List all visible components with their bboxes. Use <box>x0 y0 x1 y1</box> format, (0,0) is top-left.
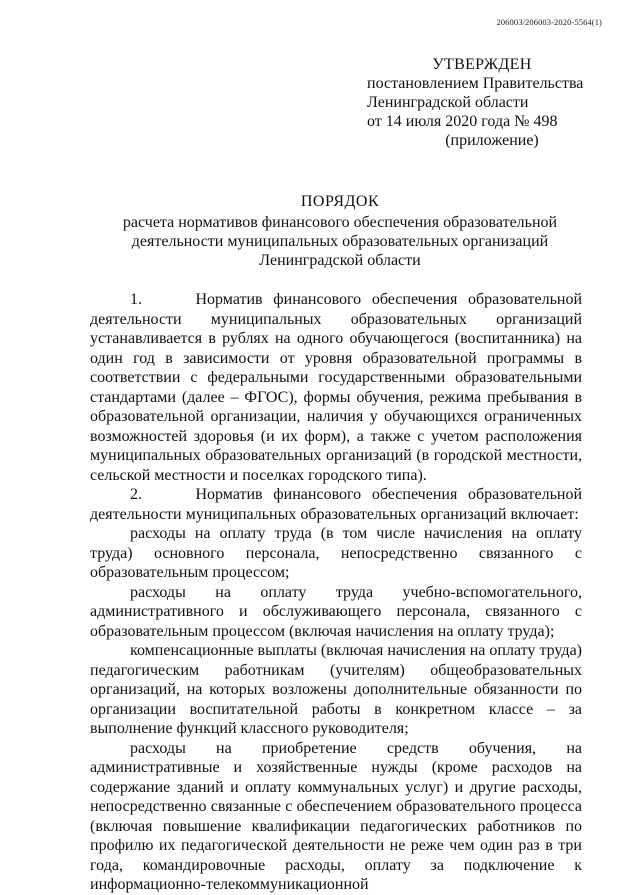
heading-line-3: Ленинградской области <box>259 252 421 269</box>
paragraph-2: 2. Норматив финансового обеспечения образовательной деятельности муниципальных образовательных организаций включает: <box>90 486 582 523</box>
approval-line-1: постановлением Правительства <box>367 75 584 92</box>
approval-block <box>367 55 607 150</box>
paragraph-4: расходы на оплату труда учебно-вспомогательного, административного и обслуживающего персонала, связанного с образовательным процессом (включая начисления на оплату труда); <box>90 583 582 640</box>
document-body <box>90 290 582 895</box>
heading-line-1: расчета нормативов финансового обеспечения образовательной <box>122 214 558 231</box>
approval-line-4: (приложение) <box>445 132 539 149</box>
paragraph-6: расходы на приобретение средств обучения, на административные и хозяйственные нужды (кроме расходов на содержание зданий и оплату коммунальных услуг) и другие расходы, непосредственно связанные с обеспечением образовательного процесса (включая повышение квалификации педагогических работников по профилю их педагогической деятельности не реже чем один раз в три года, командировочные расходы, оплату за подключение к информационно-телекоммуникационной <box>90 739 582 893</box>
paragraph-3: расходы на оплату труда (в том числе начисления на оплату труда) основного персонала, непосредственно связанного с образовательным процессом; <box>90 525 582 581</box>
approval-line-3: от 14 июля 2020 года № 498 <box>367 113 558 130</box>
document-id: 206003/206003-2020-5564(1) <box>496 17 602 27</box>
document-heading <box>90 192 590 270</box>
paragraph-5: компенсационные выплаты (включая начисления на оплату труда) педагогическим работникам (учителям) общеобразовательных организаций, на которых возложены дополнительные обязанности по организации воспитательной работы в конкретном классе – за выполнение функций классного руководителя; <box>90 642 582 737</box>
heading-title: ПОРЯДОК <box>300 193 380 210</box>
approval-line-2: Ленинградской области <box>367 94 529 111</box>
heading-line-2: деятельности муниципальных образовательных организаций <box>131 233 549 250</box>
paragraph-1: 1. Норматив финансового обеспечения образовательной деятельности муниципальных образовательных организаций устанавливается в рублях на одного обучающегося (воспитанника) на один год в зависимости от уровня образовательной программы в соответствии с федеральными государственными образовательными стандартами (далее – ФГОС), формы обучения, режима пребывания в образовательной организации, наличия у обучающихся ограниченных возможностей здоровья (и их форм), а также с учетом расположения муниципальных образовательных организаций (в городской местности, сельской местности и поселках городского типа). <box>90 291 582 484</box>
approval-title: УТВЕРЖДЕН <box>432 56 532 73</box>
